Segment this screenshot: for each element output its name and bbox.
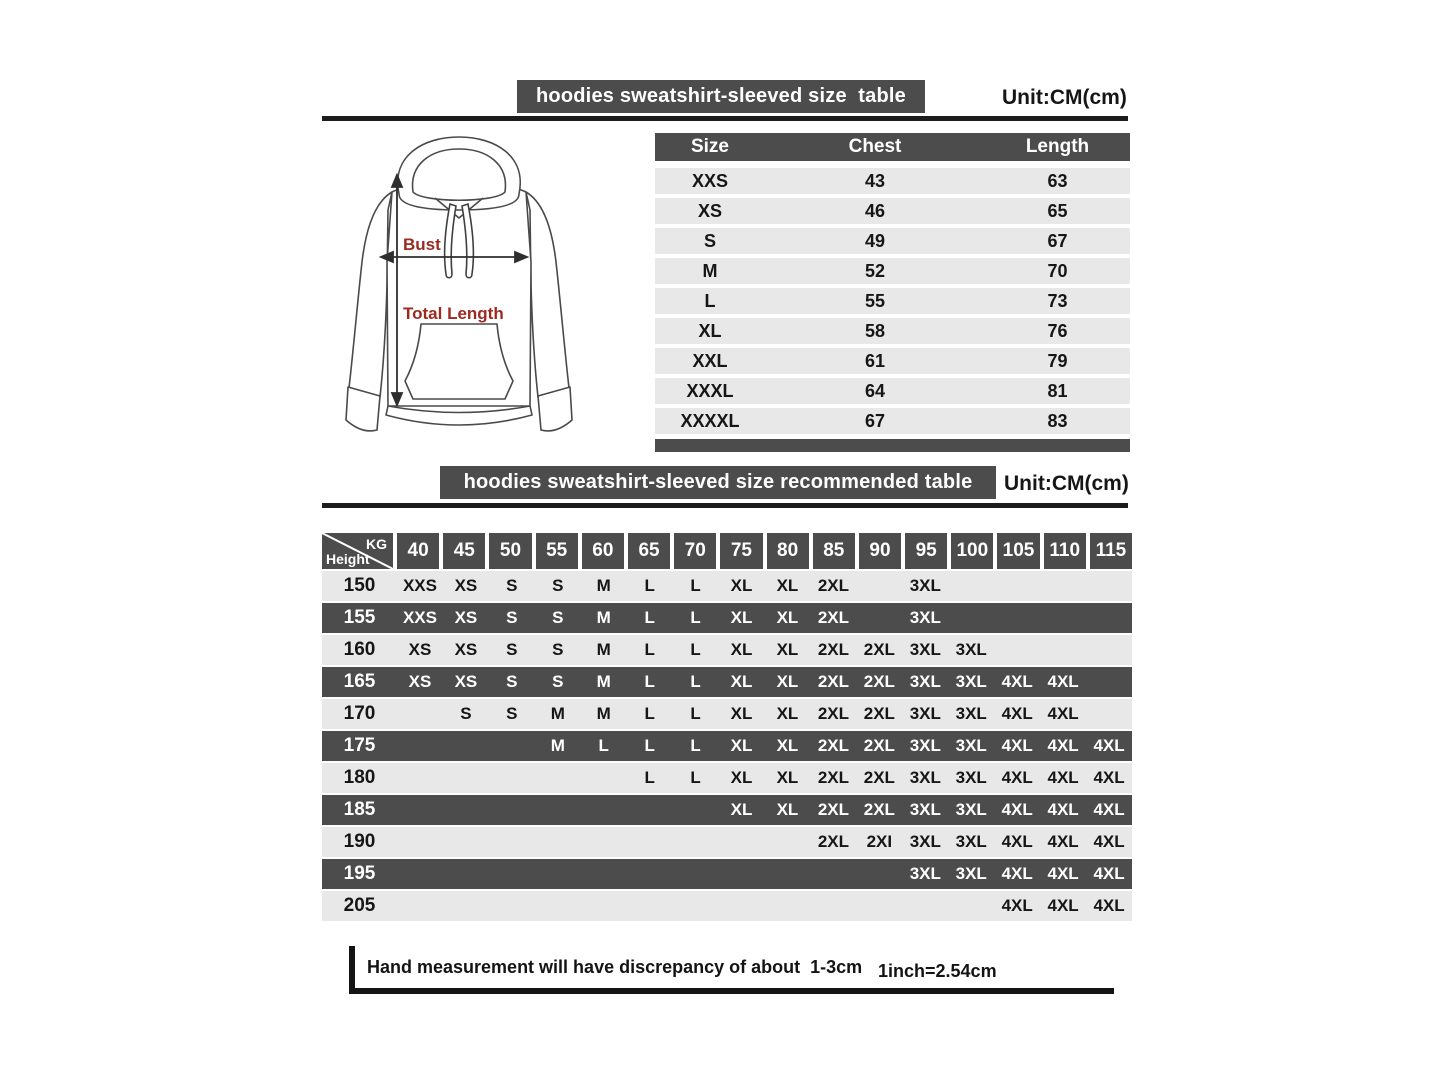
size-recommendation-cell: XL	[776, 704, 799, 723]
weight-header-cell: 60	[582, 533, 624, 569]
size-recommendation-cell	[443, 736, 489, 756]
corner-height-label: Height	[326, 551, 370, 567]
size-recommendation-cell: M	[596, 640, 611, 659]
size-recommendation-cell: XL	[776, 768, 799, 787]
size-table-title: hoodies sweatshirt-sleeved size table	[517, 80, 925, 113]
size-recommendation-cell	[397, 768, 443, 788]
size-recommendation-cell: 4XL	[1001, 768, 1033, 787]
size-recommendation-cell	[581, 832, 627, 852]
size-recommendation-cell: XS	[408, 640, 432, 659]
size-recommendation-cell: S	[552, 608, 564, 627]
size-recommendation-cell: 3XL	[909, 800, 941, 819]
size-recommendation-cell: 3XL	[955, 640, 987, 659]
size-recommendation-cell: XL	[730, 608, 753, 627]
size-recommendation-cell	[856, 864, 902, 884]
size-recommendation-cell: L	[644, 672, 655, 691]
size-recommendation-cell	[1086, 640, 1132, 660]
size-recommendation-cell: S	[552, 640, 564, 659]
size-cell-size: M	[702, 260, 718, 281]
weight-header-cells	[397, 533, 1132, 569]
size-recommendation-cell: XL	[776, 576, 799, 595]
matrix-row	[322, 635, 1132, 665]
weight-header-cell: 115	[1090, 533, 1132, 569]
size-recommendation-cell	[443, 896, 489, 916]
size-recommendation-cell: L	[690, 608, 701, 627]
size-cell-chest: 67	[864, 410, 886, 431]
size-recommendation-cell	[948, 576, 994, 596]
size-recommendation-cell	[489, 896, 535, 916]
matrix-cells	[397, 576, 1132, 596]
corner-kg-label: KG	[366, 536, 387, 552]
size-recommendation-cell: 3XL	[909, 608, 941, 627]
size-recommendation-cell: 3XL	[955, 672, 987, 691]
size-recommendation-cell: 2XL	[817, 704, 849, 723]
size-recommendation-cell	[489, 832, 535, 852]
size-recommendation-cell: XS	[454, 640, 478, 659]
size-recommendation-cell	[443, 800, 489, 820]
size-recommendation-cell: 3XL	[955, 736, 987, 755]
size-recommendation-cell: XS	[454, 576, 478, 595]
size-recommendation-cell	[535, 800, 581, 820]
size-recommendation-cell	[397, 864, 443, 884]
size-recommendation-cell: 2XL	[863, 800, 895, 819]
size-recommendation-cell	[535, 864, 581, 884]
size-recommendation-cell: 4XL	[1001, 832, 1033, 851]
size-recommendation-cell	[810, 896, 856, 916]
height-label: 170	[343, 703, 376, 724]
total-length-label: Total Length	[403, 304, 504, 323]
size-recommendation-cell	[719, 864, 765, 884]
size-recommendation-cell	[719, 832, 765, 852]
height-label: 175	[343, 735, 376, 756]
size-recommendation-cell: L	[690, 576, 701, 595]
size-recommendation-cell	[994, 640, 1040, 660]
size-cell-size: S	[703, 230, 716, 251]
matrix-cells	[397, 640, 1132, 660]
size-recommendation-cell: M	[596, 608, 611, 627]
weight-header-cell: 110	[1044, 533, 1086, 569]
size-recommendation-cell: 4XL	[1093, 800, 1125, 819]
size-table-row	[655, 288, 1130, 314]
size-recommendation-cell: 4XL	[1047, 864, 1079, 883]
size-table-row	[655, 348, 1130, 374]
size-recommendation-cell	[856, 896, 902, 916]
size-recommendation-cell: S	[506, 576, 518, 595]
matrix-cells	[397, 704, 1132, 724]
matrix-row	[322, 603, 1132, 633]
size-recommendation-cell	[627, 864, 673, 884]
matrix-cells	[397, 832, 1132, 852]
size-recommendation-cell: M	[596, 672, 611, 691]
size-cell-length: 65	[1047, 200, 1068, 221]
recommended-table-title: hoodies sweatshirt-sleeved size recommended table	[440, 466, 996, 499]
size-recommendation-cell: L	[598, 736, 609, 755]
matrix-row	[322, 763, 1132, 793]
height-label: 150	[343, 575, 376, 596]
size-recommendation-cell: L	[644, 608, 655, 627]
size-recommendation-cell: S	[552, 672, 564, 691]
size-cell-size: XL	[698, 320, 722, 341]
size-recommendation-cell	[765, 832, 811, 852]
size-recommendation-cell: XL	[730, 672, 753, 691]
size-recommendation-cell: 4XL	[1093, 832, 1125, 851]
size-recommendation-cell: 4XL	[1047, 768, 1079, 787]
size-recommendation-cell: XL	[776, 800, 799, 819]
size-cell-size: XXL	[692, 350, 728, 371]
size-recommendation-cell	[810, 864, 856, 884]
inch-conversion-note: 1inch=2.54cm	[878, 961, 997, 981]
size-recommendation-cell: 2XL	[817, 800, 849, 819]
size-cell-chest: 49	[864, 230, 886, 251]
size-cell-length: 79	[1047, 350, 1068, 371]
height-label: 155	[343, 607, 376, 628]
matrix-cells	[397, 896, 1132, 916]
size-recommendation-cell	[489, 864, 535, 884]
footer-bottom-bar	[349, 988, 1114, 994]
size-recommendation-cell: 3XL	[909, 832, 941, 851]
size-recommendation-cell: M	[596, 704, 611, 723]
measurement-discrepancy-note: Hand measurement will have discrepancy of about 1-3cm	[367, 957, 863, 977]
size-recommendation-cell: 2XL	[863, 640, 895, 659]
size-recommendation-cell: 3XL	[909, 864, 941, 883]
size-recommendation-cell	[765, 896, 811, 916]
size-recommendation-cell: L	[644, 576, 655, 595]
size-recommendation-cell: L	[690, 736, 701, 755]
size-recommendation-cell: 4XL	[1047, 736, 1079, 755]
size-cell-chest: 64	[864, 380, 886, 401]
size-recommendation-cell: S	[506, 704, 518, 723]
size-recommendation-cell: 2XL	[863, 736, 895, 755]
size-cell-chest: 61	[864, 350, 886, 371]
size-cell-chest: 55	[864, 290, 886, 311]
size-recommendation-cell: M	[596, 576, 611, 595]
weight-header-cell: 70	[674, 533, 716, 569]
size-table-row	[655, 408, 1130, 434]
divider-rule-bottom	[322, 503, 1128, 508]
matrix-row	[322, 795, 1132, 825]
height-label: 185	[343, 799, 376, 820]
matrix-body	[322, 571, 1132, 921]
size-recommendation-cell: XS	[454, 672, 478, 691]
column-header-chest: Chest	[848, 136, 902, 157]
size-recommendation-cell: XL	[730, 800, 753, 819]
size-recommendation-cell: 3XL	[909, 640, 941, 659]
size-recommendation-cell: 4XL	[1001, 704, 1033, 723]
weight-header-cell: 100	[951, 533, 993, 569]
size-cell-length: 63	[1047, 170, 1068, 191]
size-recommendation-matrix	[322, 533, 1132, 921]
matrix-row	[322, 827, 1132, 857]
size-recommendation-cell: 3XL	[909, 672, 941, 691]
size-recommendation-cell	[581, 896, 627, 916]
weight-header-cell: 105	[997, 533, 1039, 569]
hoodie-measurement-diagram	[335, 132, 635, 457]
size-recommendation-cell: 2XL	[817, 608, 849, 627]
size-table-row	[655, 378, 1130, 404]
size-cell-chest: 58	[864, 320, 886, 341]
size-recommendation-cell: 2XL	[817, 768, 849, 787]
size-recommendation-cell	[994, 608, 1040, 628]
size-recommendation-cell: 2XL	[863, 768, 895, 787]
matrix-cells	[397, 800, 1132, 820]
size-cell-size: XXXXL	[680, 410, 740, 431]
bust-label: Bust	[403, 235, 441, 254]
size-recommendation-cell	[673, 896, 719, 916]
matrix-cells	[397, 608, 1132, 628]
size-recommendation-cell: 3XL	[955, 864, 987, 883]
size-recommendation-cell: L	[690, 704, 701, 723]
size-recommendation-cell: 4XL	[1093, 896, 1125, 915]
size-recommendation-cell: XL	[730, 768, 753, 787]
matrix-cells	[397, 672, 1132, 692]
footer-left-bar	[349, 946, 355, 994]
size-recommendation-cell: 4XL	[1093, 768, 1125, 787]
height-label: 180	[343, 767, 376, 788]
size-recommendation-cell	[627, 800, 673, 820]
size-recommendation-cell	[856, 576, 902, 596]
size-recommendation-cell: S	[506, 672, 518, 691]
matrix-row	[322, 731, 1132, 761]
size-recommendation-cell: M	[550, 704, 565, 723]
size-recommendation-cell	[1040, 576, 1086, 596]
size-recommendation-cell: 4XL	[1001, 736, 1033, 755]
size-recommendation-cell: 4XL	[1047, 800, 1079, 819]
matrix-row	[322, 571, 1132, 601]
weight-header-cell: 80	[767, 533, 809, 569]
size-recommendation-cell: 4XL	[1047, 832, 1079, 851]
size-recommendation-cell: S	[460, 704, 472, 723]
size-recommendation-cell	[489, 736, 535, 756]
matrix-cells	[397, 864, 1132, 884]
height-label: 160	[343, 639, 376, 660]
weight-header-cell: 90	[859, 533, 901, 569]
weight-header-cell: 40	[397, 533, 439, 569]
size-table-body	[655, 168, 1130, 434]
size-recommendation-cell	[1086, 704, 1132, 724]
size-recommendation-cell: 4XL	[1047, 672, 1079, 691]
size-recommendation-cell: L	[690, 640, 701, 659]
size-recommendation-cell	[1040, 608, 1086, 628]
size-recommendation-cell	[397, 832, 443, 852]
size-recommendation-cell: 2XL	[863, 672, 895, 691]
size-recommendation-cell: 4XL	[1047, 704, 1079, 723]
size-table-header	[655, 133, 1130, 161]
size-table-bottom-bar	[655, 439, 1130, 452]
size-recommendation-cell: XL	[776, 736, 799, 755]
size-recommendation-cell	[1086, 608, 1132, 628]
size-recommendation-cell	[581, 800, 627, 820]
size-table-row	[655, 228, 1130, 254]
size-recommendation-cell	[535, 896, 581, 916]
height-label: 205	[343, 895, 376, 916]
size-recommendation-cell: 3XL	[955, 832, 987, 851]
size-cell-length: 83	[1047, 410, 1068, 431]
unit-label-top: Unit:CM(cm)	[1002, 86, 1127, 109]
size-cell-size: XXS	[691, 170, 729, 191]
size-recommendation-cell: S	[506, 640, 518, 659]
size-cell-chest: 43	[864, 170, 886, 191]
weight-header-cell: 65	[628, 533, 670, 569]
size-recommendation-cell: L	[644, 640, 655, 659]
column-header-size: Size	[690, 136, 730, 157]
size-recommendation-cell: L	[644, 768, 655, 787]
size-recommendation-cell: 4XL	[1001, 864, 1033, 883]
size-recommendation-cell	[994, 576, 1040, 596]
size-table	[655, 133, 1130, 452]
size-recommendation-cell	[581, 768, 627, 788]
size-recommendation-cell	[948, 896, 994, 916]
size-recommendation-cell: 3XL	[909, 576, 941, 595]
weight-header-cell: 45	[443, 533, 485, 569]
size-cell-length: 73	[1047, 290, 1068, 311]
size-recommendation-cell: S	[552, 576, 564, 595]
size-recommendation-cell: 2XL	[817, 672, 849, 691]
size-recommendation-cell: 4XL	[1001, 672, 1033, 691]
matrix-row	[322, 699, 1132, 729]
size-recommendation-cell: XL	[730, 704, 753, 723]
size-recommendation-cell: L	[644, 736, 655, 755]
size-recommendation-cell	[1086, 672, 1132, 692]
size-recommendation-cell	[948, 608, 994, 628]
size-recommendation-cell: 4XL	[1001, 896, 1033, 915]
size-recommendation-cell: 4XL	[1047, 896, 1079, 915]
column-header-length: Length	[1025, 136, 1090, 157]
size-cell-size: XS	[697, 200, 722, 221]
height-label: 165	[343, 671, 376, 692]
weight-header-cell: 50	[489, 533, 531, 569]
size-cell-chest: 46	[864, 200, 886, 221]
size-recommendation-cell: M	[550, 736, 565, 755]
size-recommendation-cell	[397, 800, 443, 820]
size-recommendation-cell: L	[690, 768, 701, 787]
height-label: 195	[343, 863, 376, 884]
size-recommendation-cell: XL	[776, 672, 799, 691]
size-recommendation-cell	[627, 896, 673, 916]
size-cell-length: 81	[1047, 380, 1068, 401]
size-recommendation-cell: XL	[776, 640, 799, 659]
unit-label-bottom: Unit:CM(cm)	[1004, 472, 1129, 495]
size-recommendation-cell	[397, 704, 443, 724]
size-recommendation-cell	[397, 736, 443, 756]
weight-header-cell: 55	[536, 533, 578, 569]
weight-header-cell: 85	[813, 533, 855, 569]
size-recommendation-cell: XXS	[402, 608, 437, 627]
size-recommendation-cell: XL	[730, 640, 753, 659]
size-recommendation-cell: XL	[730, 576, 753, 595]
size-cell-length: 67	[1047, 230, 1068, 251]
size-recommendation-cell	[627, 832, 673, 852]
size-recommendation-cell	[673, 864, 719, 884]
size-recommendation-cell	[673, 832, 719, 852]
size-recommendation-cell	[443, 768, 489, 788]
matrix-row	[322, 667, 1132, 697]
size-table-row	[655, 168, 1130, 194]
kg-height-corner-cell	[322, 533, 393, 569]
size-recommendation-cell: XL	[730, 736, 753, 755]
size-recommendation-cell: L	[644, 704, 655, 723]
size-recommendation-cell: L	[690, 672, 701, 691]
size-table-row	[655, 258, 1130, 284]
size-recommendation-cell	[443, 864, 489, 884]
matrix-cells	[397, 768, 1132, 788]
height-label: 190	[343, 831, 376, 852]
divider-rule-top	[322, 116, 1128, 121]
size-recommendation-cell: 3XL	[909, 704, 941, 723]
size-recommendation-cell	[719, 896, 765, 916]
size-cell-chest: 52	[864, 260, 886, 281]
size-recommendation-cell	[1040, 640, 1086, 660]
size-recommendation-cell	[489, 768, 535, 788]
size-recommendation-cell	[489, 800, 535, 820]
size-recommendation-cell: 4XL	[1093, 736, 1125, 755]
size-cell-length: 76	[1047, 320, 1068, 341]
size-cell-size: L	[704, 290, 716, 311]
weight-header-cell: 75	[720, 533, 762, 569]
matrix-row	[322, 891, 1132, 921]
size-recommendation-cell	[856, 608, 902, 628]
size-recommendation-cell	[673, 800, 719, 820]
size-recommendation-cell: 2XL	[817, 640, 849, 659]
size-recommendation-cell	[443, 832, 489, 852]
size-recommendation-cell: 3XL	[955, 704, 987, 723]
size-recommendation-cell	[581, 864, 627, 884]
size-recommendation-cell	[397, 896, 443, 916]
size-recommendation-cell: 2XI	[866, 832, 893, 851]
size-recommendation-cell: 2XL	[817, 832, 849, 851]
size-recommendation-cell: 3XL	[955, 768, 987, 787]
size-table-row	[655, 318, 1130, 344]
size-recommendation-cell	[765, 864, 811, 884]
size-recommendation-cell: S	[506, 608, 518, 627]
size-recommendation-cell	[535, 768, 581, 788]
size-recommendation-cell: 3XL	[909, 736, 941, 755]
size-recommendation-cell	[902, 896, 948, 916]
size-recommendation-cell: XS	[408, 672, 432, 691]
size-recommendation-cell: XL	[776, 608, 799, 627]
size-recommendation-cell: 4XL	[1001, 800, 1033, 819]
size-table-row	[655, 198, 1130, 224]
size-recommendation-cell	[1086, 576, 1132, 596]
size-recommendation-cell: 2XL	[817, 736, 849, 755]
matrix-header	[322, 533, 1132, 569]
size-recommendation-cell: 3XL	[909, 768, 941, 787]
size-recommendation-cell	[535, 832, 581, 852]
size-recommendation-cell: 2XL	[817, 576, 849, 595]
size-recommendation-cell: XXS	[402, 576, 437, 595]
matrix-row	[322, 859, 1132, 889]
size-cell-size: XXXL	[686, 380, 734, 401]
size-recommendation-cell: 3XL	[955, 800, 987, 819]
size-cell-length: 70	[1047, 260, 1068, 281]
weight-header-cell: 95	[905, 533, 947, 569]
size-recommendation-cell: 4XL	[1093, 864, 1125, 883]
size-recommendation-cell: XS	[454, 608, 478, 627]
matrix-cells	[397, 736, 1132, 756]
size-recommendation-cell: 2XL	[863, 704, 895, 723]
